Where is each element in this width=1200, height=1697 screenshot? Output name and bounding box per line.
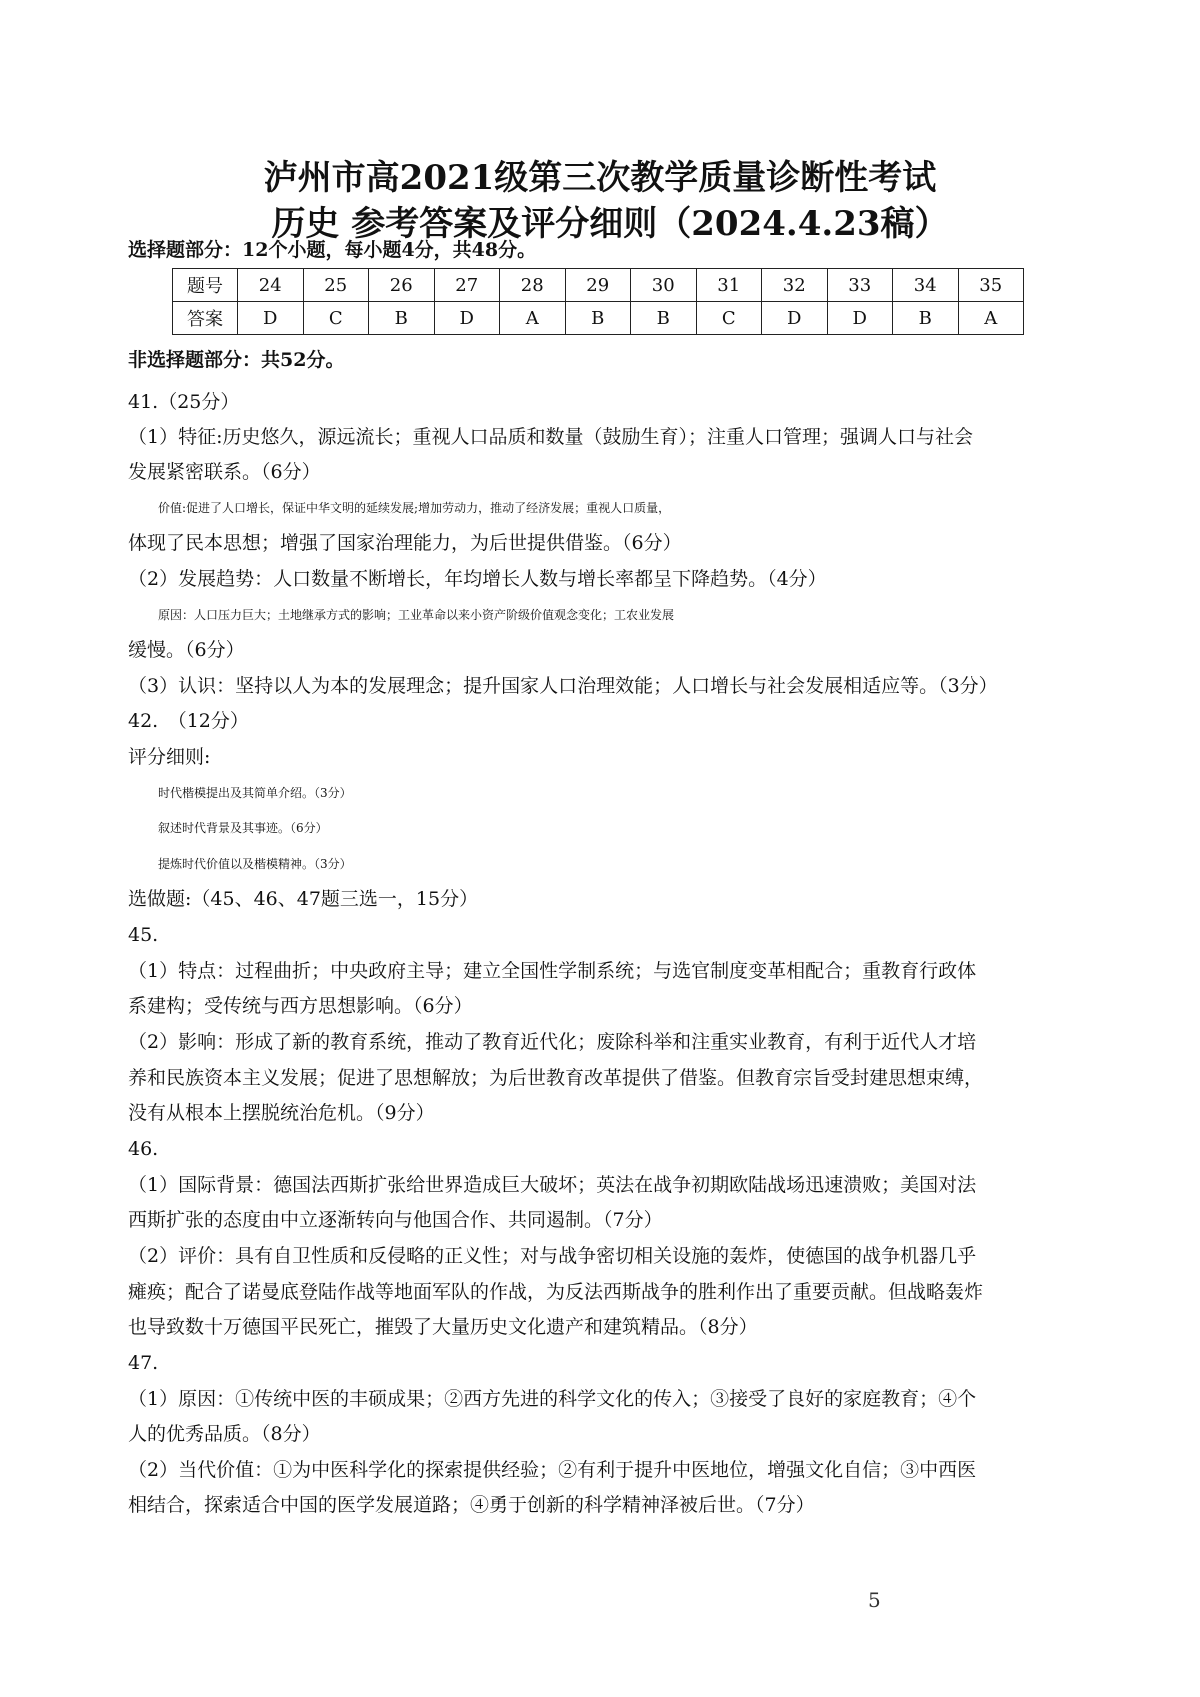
question-number: 29 [565,269,631,302]
nonchoice-section-header: 非选择题部分：共52分。 [128,349,345,371]
answer-line: 没有从根本上摆脱统治危机。（9分） [128,1102,435,1124]
question-number: 25 [303,269,369,302]
answer-cell: C [696,302,762,335]
answer-line: 人的优秀品质。（8分） [128,1423,321,1445]
answer-cell: B [369,302,435,335]
answer-line: 相结合，探索适合中国的医学发展道路；④勇于创新的科学精神泽被后世。（7分） [128,1494,815,1516]
answer-line: （2）评价：具有自卫性质和反侵略的正义性；对与战争密切相关设施的轰炸，使德国的战争机器几乎 [128,1245,977,1267]
table-row-answers [173,302,1024,335]
answer-line: 缓慢。（6分） [128,639,245,661]
row-label-answer: 答案 [173,302,238,335]
answer-line: （1）国际背景：德国法西斯扩张给世界造成巨大破坏；英法在战争初期欧陆战场迅速溃败；美国对法 [128,1174,977,1196]
answer-line: 叙述时代背景及其事迹。（6分） [158,821,328,835]
table-row-numbers [173,269,1024,302]
answer-line: 原因：人口压力巨大；土地继承方式的影响；工业革命以来小资产阶级价值观念变化；工农业发展 [158,608,675,622]
answer-cell: A [500,302,566,335]
page-title: 泸州市高2021级第三次教学质量诊断性考试 [263,158,937,198]
answer-line: （2）影响：形成了新的教育系统，推动了教育近代化；废除科举和注重实业教育，有利于近代人才培 [128,1031,977,1053]
answer-cell: B [565,302,631,335]
answer-cell: D [762,302,828,335]
answer-cell: D [238,302,304,335]
question-number: 34 [893,269,959,302]
question-number: 28 [500,269,566,302]
answer-line: （3）认识：坚持以人为本的发展理念；提升国家人口治理效能；人口增长与社会发展相适应等。（3分） [128,675,998,697]
elective-header: 选做题:（45、46、47题三选一，15分） [128,888,479,910]
answer-cell: C [303,302,369,335]
question-heading: 42. （12分） [128,710,249,732]
answer-line: 西斯扩张的态度由中立逐渐转向与他国合作、共同遏制。（7分） [128,1209,663,1231]
answer-line: （2）发展趋势：人口数量不断增长，年均增长人数与增长率都呈下降趋势。（4分） [128,568,827,590]
answer-cell: B [631,302,697,335]
answer-line: 体现了民本思想；增强了国家治理能力，为后世提供借鉴。（6分） [128,532,682,554]
answer-cell: D [434,302,500,335]
answer-line: 价值:促进了人口增长，保证中华文明的延续发展;增加劳动力，推动了经济发展；重视人口质量， [158,501,671,515]
choice-section-header: 选择题部分：12个小题，每小题4分，共48分。 [128,239,537,261]
answer-line: （1）特征:历史悠久，源远流长；重视人口品质和数量（鼓励生育）；注重人口管理；强调人口与社会 [128,426,973,448]
answer-table [172,268,1024,335]
page-subtitle: 历史 参考答案及评分细则（2024.4.23稿） [271,204,949,244]
row-label-number: 题号 [173,269,238,302]
scoring-rules-label: 评分细则: [128,746,211,768]
answer-line: 发展紧密联系。（6分） [128,461,321,483]
answer-cell: D [827,302,893,335]
question-number: 24 [238,269,304,302]
answer-line: （1）原因：①传统中医的丰硕成果；②西方先进的科学文化的传入；③接受了良好的家庭教育；④个 [128,1388,977,1410]
answer-cell: B [893,302,959,335]
answer-line: （2）当代价值：①为中医科学化的探索提供经验；②有利于提升中医地位，增强文化自信；③中西医 [128,1459,977,1481]
answer-line: （1）特点：过程曲折；中央政府主导；建立全国性学制系统；与选官制度变革相配合；重教育行政体 [128,960,977,982]
question-heading: 45. [128,924,159,946]
answer-line: 养和民族资本主义发展；促进了思想解放；为后世教育改革提供了借鉴。但教育宗旨受封建思想束缚， [128,1067,984,1089]
question-heading: 46. [128,1138,159,1160]
question-number: 30 [631,269,697,302]
question-heading: 47. [128,1352,159,1374]
question-number: 32 [762,269,828,302]
question-number: 31 [696,269,762,302]
question-number: 35 [958,269,1024,302]
answer-line: 系建构；受传统与西方思想影响。（6分） [128,995,473,1017]
answer-line: 也导致数十万德国平民死亡，摧毁了大量历史文化遗产和建筑精品。（8分） [128,1316,758,1338]
question-number: 27 [434,269,500,302]
question-heading: 41.（25分） [128,391,240,413]
answer-line: 提炼时代价值以及楷模精神。（3分） [158,857,352,871]
question-number: 33 [827,269,893,302]
answer-cell: A [958,302,1024,335]
page-number: 5 [868,1588,881,1612]
question-number: 26 [369,269,435,302]
answer-line: 时代楷模提出及其简单介绍。（3分） [158,786,352,800]
answer-line: 瘫痪；配合了诺曼底登陆作战等地面军队的作战，为反法西斯战争的胜利作出了重要贡献。但战略轰炸 [128,1281,984,1303]
